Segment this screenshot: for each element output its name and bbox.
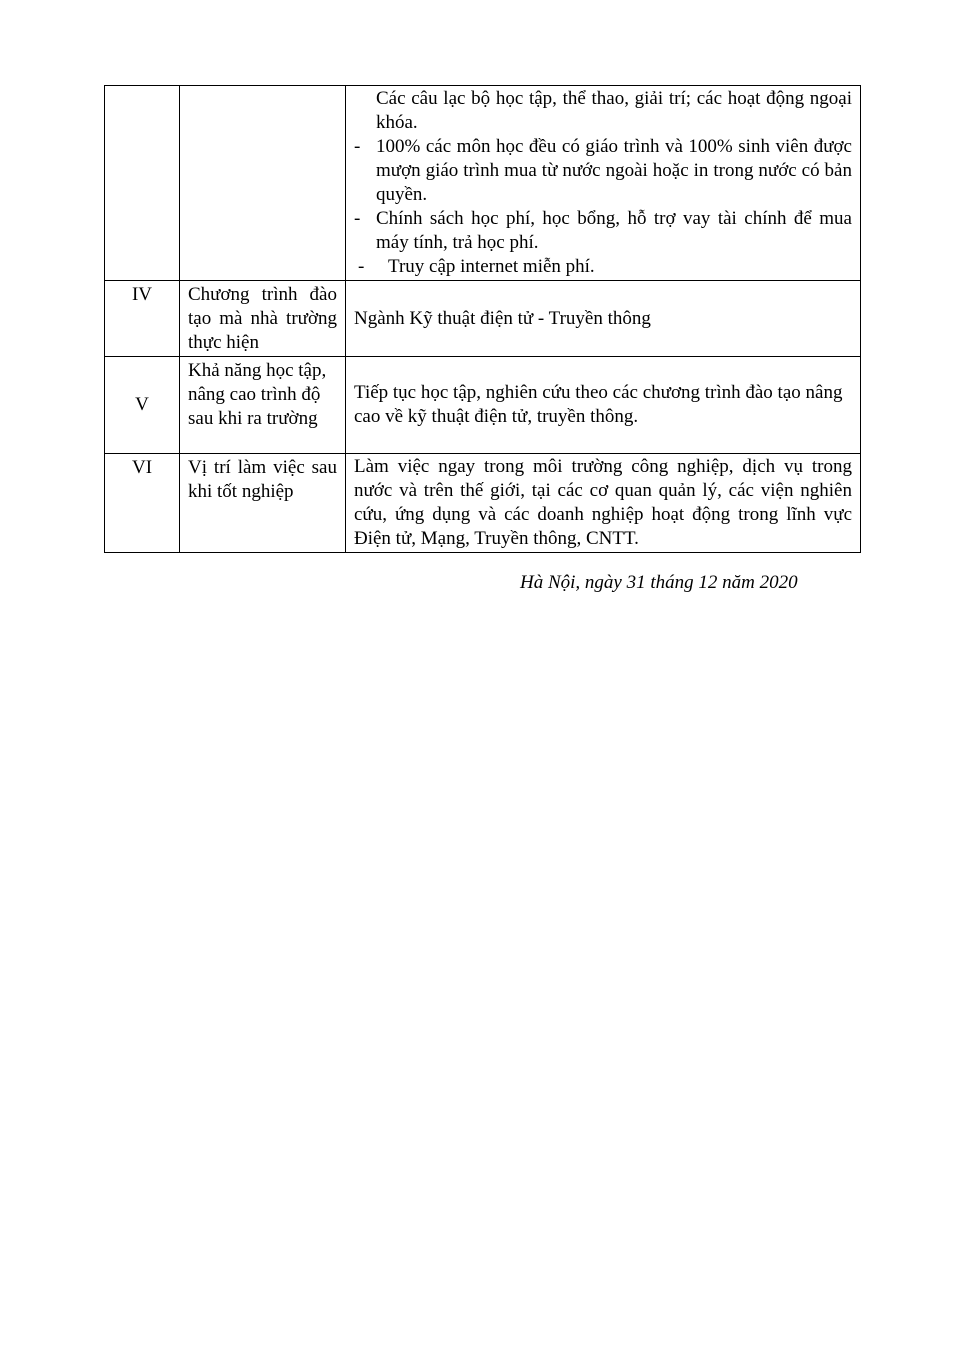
- date-line: Hà Nội, ngày 31 tháng 12 năm 2020: [520, 572, 798, 593]
- row-name: Khả năng học tập, nâng cao trình độ sau khi ra trường: [180, 357, 346, 454]
- row-content: Làm việc ngay trong môi trường công nghiệp, dịch vụ trong nước và trên thế giới, tại các cơ quan quản lý, các viện nghiên cứu, ứng dụng và các doanh nghiệp hoạt động trong lĩnh vực Điện tử, Mạng, Truyền thông, CNTT.: [346, 454, 861, 553]
- bullet-dash: -: [354, 136, 361, 157]
- table-row-v: [105, 357, 861, 454]
- row-number: V: [105, 357, 180, 454]
- row-number: VI: [105, 454, 180, 553]
- bullet-item: [354, 255, 852, 279]
- row-name: Vị trí làm việc sau khi tốt nghiệp: [180, 454, 346, 553]
- bullet-text: Chính sách học phí, học bổng, hỗ trợ vay tài chính để mua máy tính, trả học phí.: [376, 208, 852, 253]
- table-row-continued: [105, 86, 861, 281]
- bullet-dash: -: [358, 256, 365, 277]
- row-number-cell: [105, 86, 180, 281]
- bullet-item: [354, 135, 852, 207]
- content-line: Các câu lạc bộ học tập, thể thao, giải trí; các hoạt động ngoại khóa.: [376, 88, 852, 133]
- row-content-cell: [346, 86, 861, 281]
- table-row-iv: [105, 281, 861, 357]
- table-row-vi: [105, 454, 861, 553]
- bullet-dash: -: [354, 208, 361, 229]
- row-name-cell: [180, 86, 346, 281]
- row-content: Ngành Kỹ thuật điện tử - Truyền thông: [346, 281, 861, 357]
- row-number: IV: [105, 281, 180, 357]
- bullet-text: 100% các môn học đều có giáo trình và 100% sinh viên được mượn giáo trình mua từ nước ngoài hoặc in trong nước có bản quyền.: [376, 136, 852, 205]
- row-name: Chương trình đào tạo mà nhà trường thực hiện: [180, 281, 346, 357]
- program-info-table: [104, 85, 861, 553]
- bullet-text: Truy cập internet miễn phí.: [388, 256, 595, 277]
- row-content: Tiếp tục học tập, nghiên cứu theo các chương trình đào tạo nâng cao về kỹ thuật điện tử, truyền thông.: [346, 357, 861, 454]
- bullet-item: [354, 207, 852, 255]
